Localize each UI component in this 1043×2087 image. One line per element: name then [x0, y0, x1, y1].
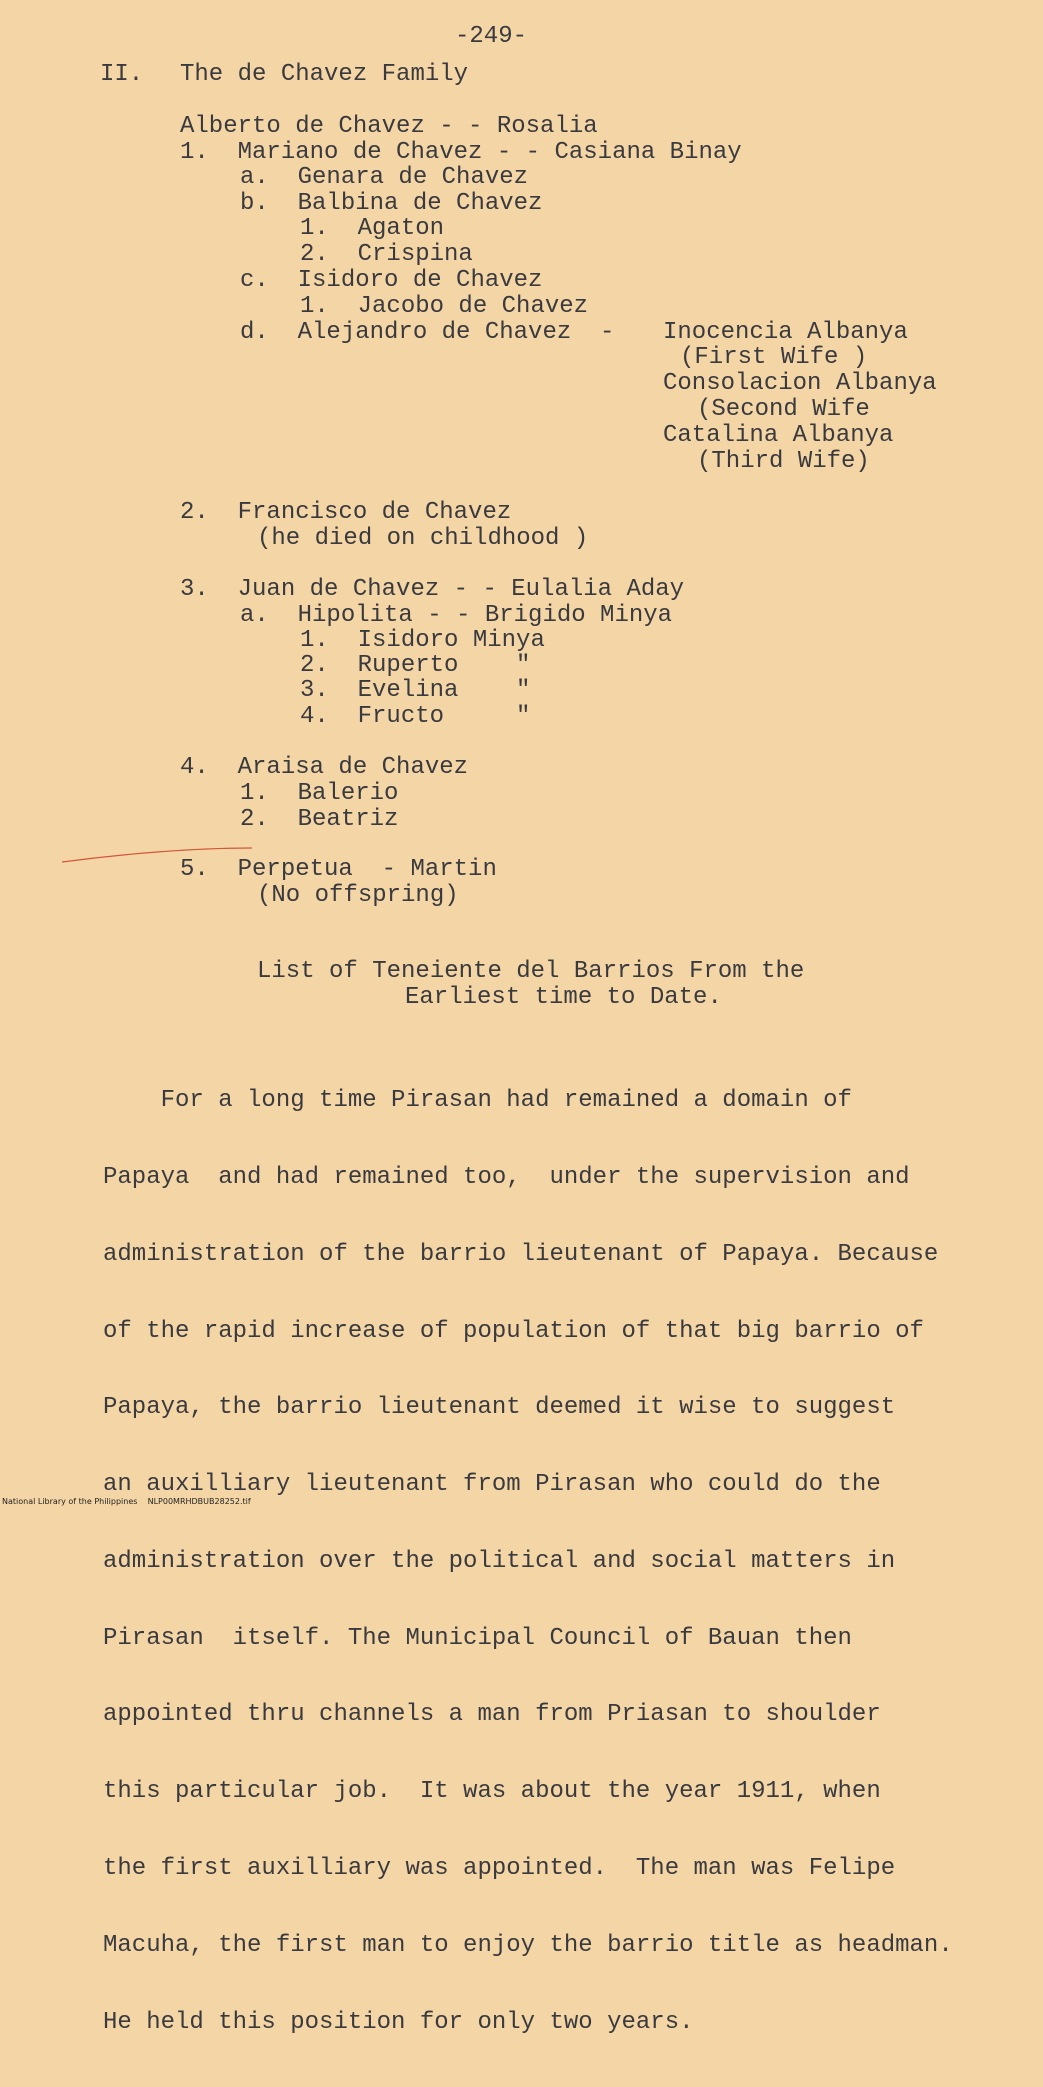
- paragraph-line: Macuha, the first man to enjoy the barrio title as headman.: [103, 1931, 953, 1959]
- paragraph-line: of the rapid increase of population of that big barrio of: [103, 1317, 924, 1345]
- paragraph-line: Papaya and had remained too, under the supervision and: [103, 1163, 910, 1191]
- page-number: -249-: [455, 23, 528, 50]
- list-heading-line-2: Earliest time to Date.: [405, 984, 722, 1011]
- list-heading-line-1: List of Teneiente del Barrios From the: [257, 958, 805, 985]
- paragraph-line: an auxilliary lieutenant from Pirasan who could do the: [103, 1471, 881, 1499]
- family-member-3a1: 1. Isidoro Minya: [300, 627, 545, 654]
- paragraph-line: administration of the barrio lieutenant of Papaya. Because: [103, 1240, 939, 1268]
- paragraph-line: the first auxilliary was appointed. The man was Felipe: [103, 1855, 896, 1882]
- wife-1: Inocencia Albanya: [663, 319, 908, 346]
- family-member-4: 4. Araisa de Chavez: [180, 754, 469, 781]
- family-member-1c1: 1. Jacobo de Chavez: [300, 293, 589, 320]
- family-member-1b2: 2. Crispina: [300, 241, 473, 268]
- family-member-4a: 1. Balerio: [240, 780, 399, 807]
- family-member-3a: a. Hipolita - - Brigido Minya: [240, 602, 673, 629]
- paragraph-line: Papaya, the barrio lieutenant deemed it wise to suggest: [103, 1394, 896, 1422]
- section-title: The de Chavez Family: [180, 61, 469, 88]
- family-member-5-note: (No offspring): [257, 882, 459, 909]
- family-member-3a3: 3. Evelina ": [300, 677, 531, 704]
- wife-3: Catalina Albanya: [663, 422, 894, 449]
- paragraph-line: Pirasan itself. The Municipal Council of Bauan then: [103, 1624, 852, 1652]
- family-member-1b: b. Balbina de Chavez: [240, 190, 543, 217]
- wife-1-note: (First Wife ): [680, 344, 868, 371]
- paragraph-line: He held this position for only two years.: [103, 2008, 694, 2036]
- family-member-1d: d. Alejandro de Chavez -: [240, 319, 615, 346]
- wife-3-note: (Third Wife): [697, 448, 870, 475]
- family-member-3a4: 4. Fructo ": [300, 703, 531, 730]
- family-root: Alberto de Chavez - - Rosalia: [180, 113, 598, 140]
- paragraph-line: appointed thru channels a man from Priasan to shoulder: [103, 1701, 881, 1729]
- family-member-5: 5. Perpetua - Martin: [180, 856, 497, 883]
- family-member-3a2: 2. Ruperto ": [300, 652, 531, 679]
- section-numeral: II.: [100, 61, 144, 88]
- family-member-1b1: 1. Agaton: [300, 215, 445, 242]
- wife-2: Consolacion Albanya: [663, 370, 937, 397]
- body-paragraph: [103, 1037, 953, 2086]
- family-member-2-note: (he died on childhood ): [257, 525, 589, 552]
- family-member-4b: 2. Beatriz: [240, 806, 399, 833]
- paragraph-line: this particular job. It was about the year 1911, when: [103, 1778, 881, 1806]
- family-member-2: 2. Francisco de Chavez: [180, 499, 512, 526]
- paragraph-line: administration over the political and social matters in: [103, 1547, 896, 1575]
- scan-footer: National Library of the Philippines NLP00MRHDBUB28252.tif: [2, 1497, 251, 1506]
- family-member-1c: c. Isidoro de Chavez: [240, 267, 543, 294]
- family-member-3: 3. Juan de Chavez - - Eulalia Aday: [180, 576, 685, 603]
- family-member-1: 1. Mariano de Chavez - - Casiana Binay: [180, 139, 742, 166]
- wife-2-note: (Second Wife: [697, 396, 870, 423]
- family-member-1a: a. Genara de Chavez: [240, 164, 529, 191]
- paragraph-line: For a long time Pirasan had remained a domain of: [103, 1087, 852, 1115]
